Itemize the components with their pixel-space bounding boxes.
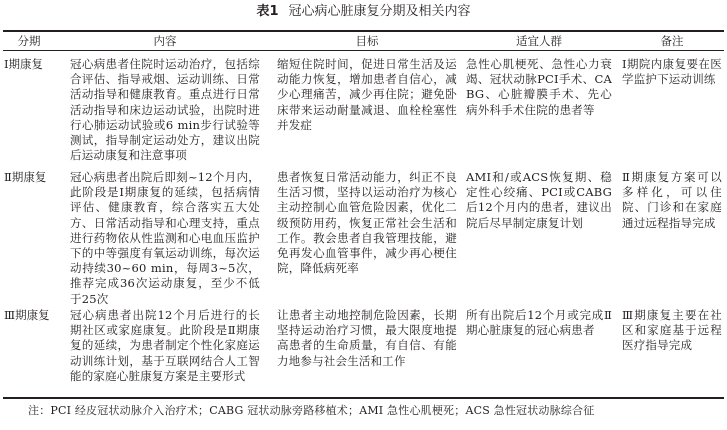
row1-population: 急性心肌梗死、急性心力衰竭、冠状动脉PCI手术、CABG、心脏瓣膜手术、先心病外科手术住院的患者等 (466, 57, 612, 117)
row3-goal: 让患者主动地控制危险因素，长期坚持运动治疗习惯，最大限度地提高患者的生命质量，有自信、有能力地参与社会生活和工作 (277, 308, 457, 368)
header-stage: 分期 (17, 34, 41, 48)
row2-content: 冠心病患者出院后即刻~12个月内，此阶段是Ⅰ期康复的延续，包括病情评估、健康教育，综合落实五大处方、日常活动指导和心理支持，重点进行药物依从性监测和心电血压监护下的中等强度有氧运动训练，每次运动持续30~60 min，每周3~5次，推荐完成36次运动康复，至少不低于25次 (70, 170, 260, 306)
row2-goal: 患者恢复日常活动能力，纠正不良生活习惯，坚持以运动治疗为核心主动控制心血管危险因素，优化二级预防用药，恢复正常社会生活和工作。教会患者自我管理技能，避免再发心血管事件，减少再心梗住院，降低病死率 (277, 170, 457, 276)
row2-note: Ⅱ期康复方案可以多样化，可以住院、门诊和在家庭通过远程指导完成 (622, 170, 722, 230)
row2-population: AMI和/或ACS恢复期、稳定性心绞痛、PCI或CABG后12个月内的患者，建议出院后尽早制定康复计划 (466, 170, 612, 230)
row3-stage: Ⅲ期康复 (4, 308, 50, 322)
header-population: 适宜人群 (516, 34, 562, 48)
header-content: 内容 (153, 34, 177, 48)
row3-content: 冠心病患者出院12个月后进行的长期社区或家庭康复。此阶段是Ⅱ期康复的延续，为患者制定个性化家庭运动训练计划，基于互联网结合人工智能的家庭心脏康复方案是主要形式 (70, 308, 260, 383)
table-number: 表1 (256, 4, 279, 19)
header-rule (3, 50, 724, 51)
row3-population: 所有出院后12个月或完成Ⅱ期心脏康复的冠心病患者 (466, 308, 612, 338)
row3-note: Ⅲ期康复主要在社区和家庭基于远程医疗指导完成 (622, 308, 722, 353)
table-caption: 冠心病心脏康复分期及相关内容 (288, 4, 471, 19)
row2-stage: Ⅱ期康复 (4, 170, 47, 184)
table-footnote: 注：PCI 经皮冠状动脉介入治疗术；CABG 冠状动脉旁路移植术；AMI 急性心肌梗死；ACS 急性冠状动脉综合征 (28, 404, 595, 417)
row1-goal: 缩短住院时间，促进日常生活及运动能力恢复，增加患者自信心，减少心理痛苦，减少再住院；避免卧床带来运动耐量减退、血栓栓塞性并发症 (277, 57, 457, 132)
header-note: 备注 (660, 34, 684, 48)
table-title (0, 3, 727, 21)
row1-note: Ⅰ期院内康复要在医学监护下运动训练 (622, 57, 722, 87)
header-goal: 目标 (355, 34, 379, 48)
row1-stage: Ⅰ期康复 (4, 57, 44, 71)
bottom-rule (3, 397, 724, 399)
top-rule (3, 30, 724, 32)
row1-content: 冠心病患者住院时运动治疗，包括综合评估、指导戒烟、运动训练、日常活动指导和健康教育。重点进行日常活动指导和床边运动试验，出院时进行心肺运动试验或6 min步行试验等测试，指导制定运动处方，建议出院后运动康复和注意事项 (70, 57, 260, 163)
